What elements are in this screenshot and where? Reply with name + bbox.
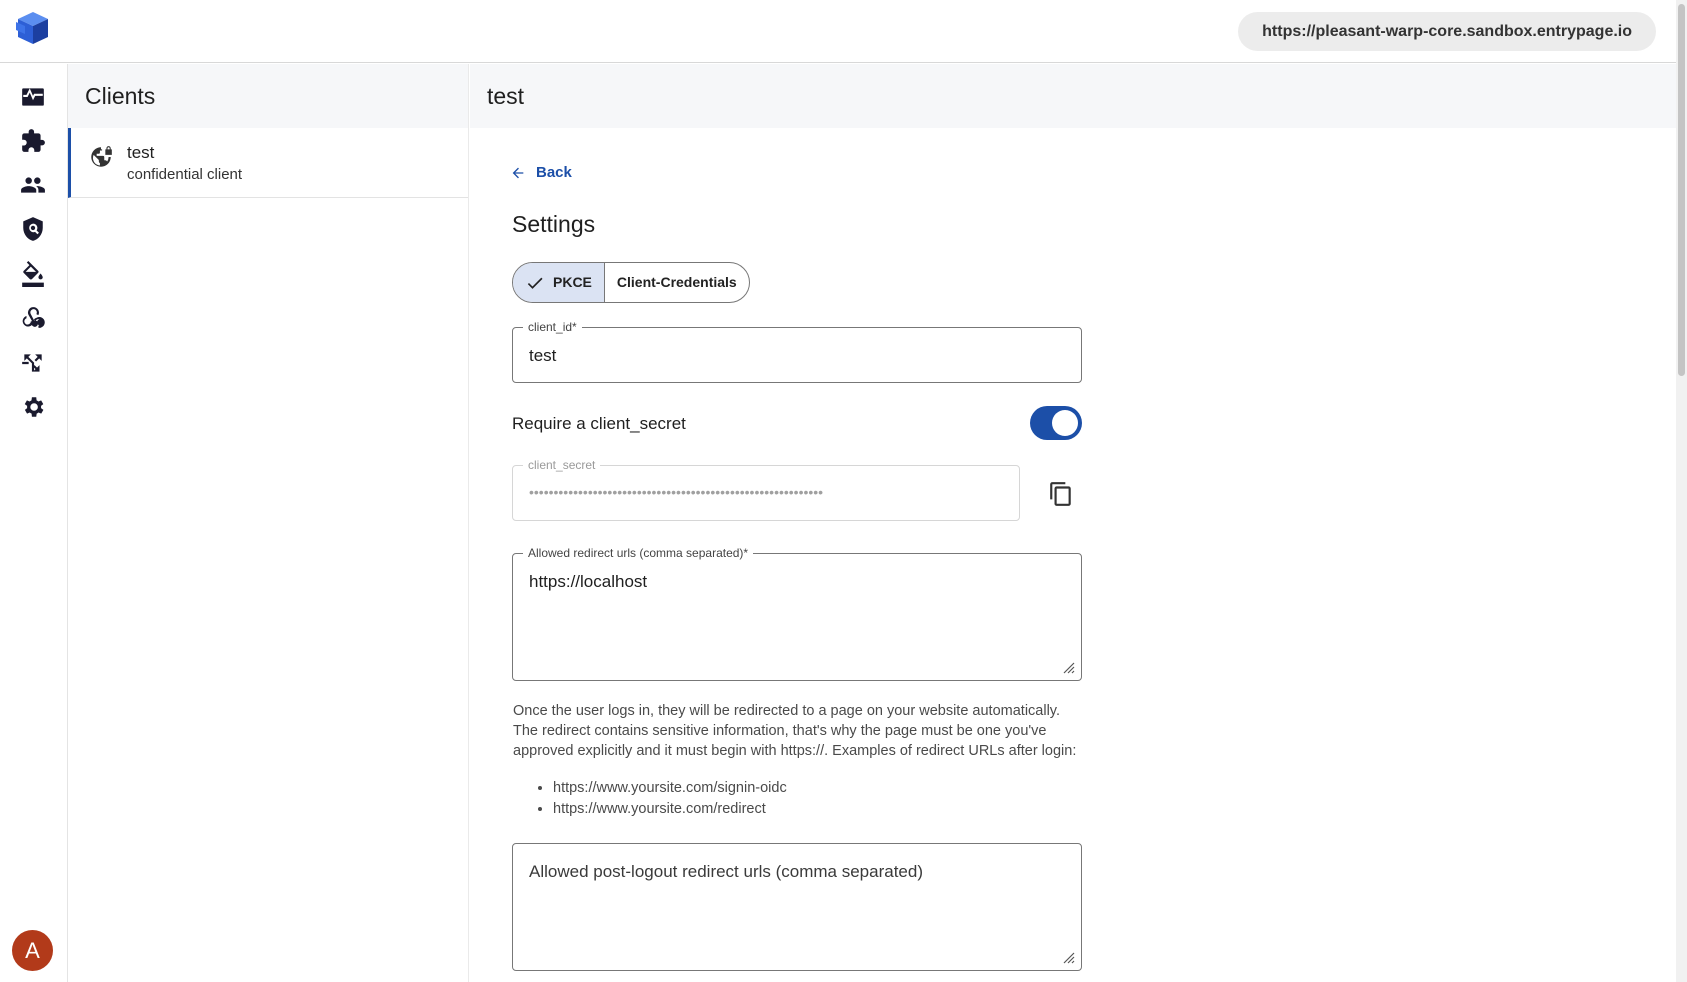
puzzle-extension-icon[interactable]	[20, 128, 46, 154]
app-logo[interactable]	[13, 9, 53, 49]
resize-handle-icon[interactable]	[1061, 660, 1075, 674]
activity-monitor-icon[interactable]	[20, 84, 46, 110]
flow-mode-toggle	[512, 262, 750, 303]
resize-handle-icon[interactable]	[1061, 950, 1075, 964]
clients-panel	[68, 64, 469, 982]
page-title: test	[470, 64, 1676, 128]
redirect-example-item: • https://www.yoursite.com/redirect	[553, 799, 787, 820]
paint-bucket-branding-icon[interactable]	[20, 261, 46, 287]
mode-pkce-button[interactable]	[513, 263, 605, 302]
top-bar	[0, 0, 1676, 63]
redirect-urls-field[interactable]	[512, 546, 1082, 681]
redirect-example-item: • https://www.yoursite.com/signin-oidc	[553, 778, 787, 799]
user-avatar[interactable]: A	[12, 930, 53, 971]
settings-heading: Settings	[512, 211, 596, 237]
gear-settings-icon[interactable]	[20, 394, 46, 420]
client-detail	[470, 64, 1676, 982]
require-secret-toggle[interactable]	[1030, 406, 1082, 440]
redirect-help-text: Once the user logs in, they will be redirected to a page on your website automatically. The redirect contains sensitive information, that's why the page must be one you've approved explicitly and it must begin with https://. Examples of redirect URLs after login:	[513, 703, 1077, 759]
check-icon	[525, 273, 545, 293]
client-secret-field[interactable]	[512, 458, 1020, 521]
page-scrollbar[interactable]	[1676, 0, 1687, 982]
users-group-icon[interactable]	[20, 172, 46, 198]
post-logout-placeholder: Allowed post-logout redirect urls (comma separated)	[529, 862, 924, 881]
client-name: test	[127, 143, 155, 162]
copy-icon[interactable]	[1048, 481, 1074, 507]
client-type: confidential client	[127, 166, 243, 183]
shield-security-icon[interactable]	[20, 216, 46, 242]
tenant-url: https://pleasant-warp-core.sandbox.entrypage.io	[1238, 12, 1656, 51]
back-button[interactable]	[510, 164, 572, 181]
redirect-urls-value: https://localhost	[529, 572, 648, 591]
client-secret-label: client_secret	[523, 458, 600, 472]
scrollbar-thumb[interactable]	[1678, 4, 1685, 376]
require-secret-row	[512, 406, 1082, 440]
mode-pkce-label: PKCE	[553, 274, 592, 290]
flow-routing-icon[interactable]	[20, 350, 46, 376]
mode-client-credentials-label: Client-Credentials	[616, 274, 737, 290]
arrow-left-icon	[510, 165, 526, 181]
left-navigation	[0, 64, 68, 982]
redirect-examples-list	[553, 778, 787, 820]
globe-lock-icon	[88, 144, 114, 170]
client-secret-value: ••••••••••••••••••••••••••••••••••••••••••••••••••••••••••••	[529, 484, 824, 500]
toggle-knob	[1052, 410, 1078, 436]
back-label: Back	[536, 164, 572, 181]
client-id-field[interactable]	[512, 320, 1082, 383]
webhook-icon[interactable]	[20, 305, 46, 331]
mode-client-credentials-button[interactable]	[605, 263, 749, 302]
post-logout-urls-field[interactable]	[512, 843, 1082, 971]
require-secret-label: Require a client_secret	[512, 414, 686, 433]
clients-title: Clients	[68, 64, 468, 128]
client-id-value: test	[529, 346, 557, 365]
redirect-urls-label: Allowed redirect urls (comma separated)*	[523, 546, 753, 560]
client-id-label: client_id*	[523, 320, 582, 334]
client-list-item[interactable]	[68, 128, 468, 198]
